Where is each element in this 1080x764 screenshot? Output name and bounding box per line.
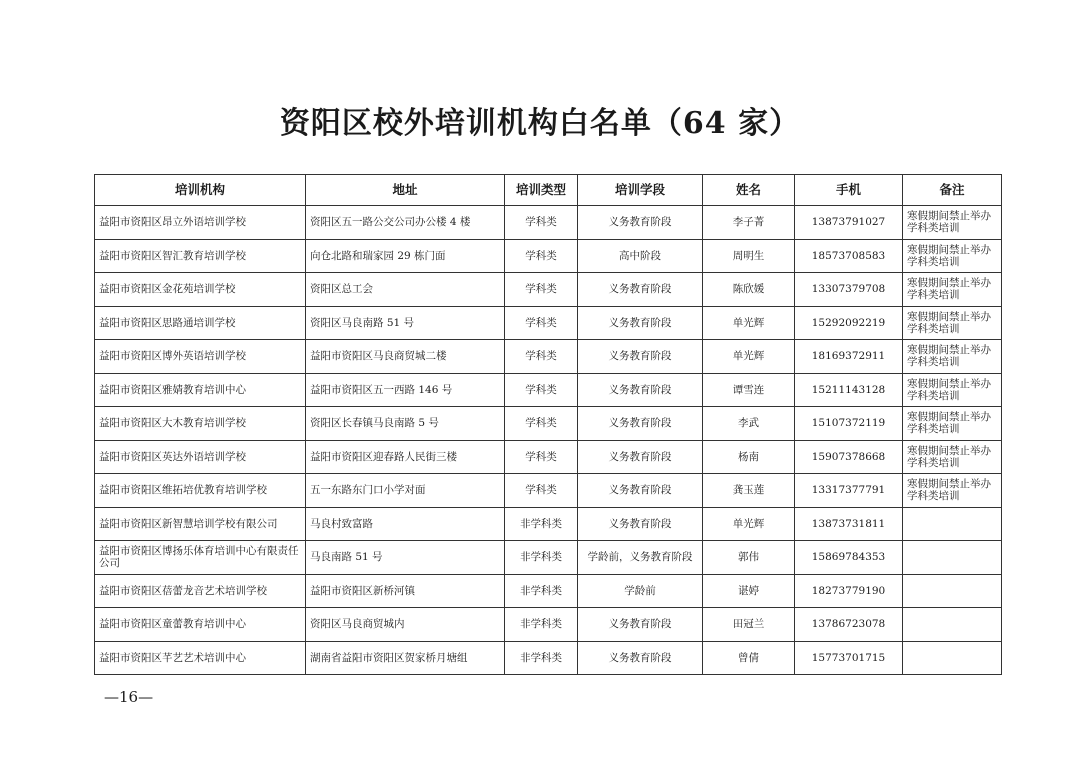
contact-name-cell: 单光辉 xyxy=(703,306,795,340)
type-cell: 学科类 xyxy=(505,373,578,407)
type-cell: 学科类 xyxy=(505,474,578,508)
contact-name-cell: 谌婷 xyxy=(703,574,795,608)
note-cell: 寒假期间禁止举办学科类培训 xyxy=(903,407,1002,441)
phone-cell: 13873731811 xyxy=(795,507,903,541)
table-row xyxy=(95,507,1002,541)
stage-cell: 义务教育阶段 xyxy=(578,608,703,642)
org-cell: 益阳市资阳区芊艺艺术培训中心 xyxy=(95,641,306,675)
table-header-row xyxy=(95,175,1002,206)
stage-cell: 学龄前 xyxy=(578,574,703,608)
phone-cell: 13786723078 xyxy=(795,608,903,642)
address-cell: 益阳市资阳区马良商贸城二楼 xyxy=(306,340,505,374)
type-cell: 非学科类 xyxy=(505,608,578,642)
org-cell: 益阳市资阳区智汇教育培训学校 xyxy=(95,239,306,273)
note-cell xyxy=(903,608,1002,642)
phone-cell: 15292092219 xyxy=(795,306,903,340)
phone-cell: 18273779190 xyxy=(795,574,903,608)
phone-cell: 18573708583 xyxy=(795,239,903,273)
contact-name-cell: 杨南 xyxy=(703,440,795,474)
org-cell: 益阳市资阳区博外英语培训学校 xyxy=(95,340,306,374)
type-cell: 非学科类 xyxy=(505,574,578,608)
type-cell: 非学科类 xyxy=(505,541,578,575)
table-row xyxy=(95,474,1002,508)
type-cell: 学科类 xyxy=(505,273,578,307)
stage-cell: 义务教育阶段 xyxy=(578,340,703,374)
note-cell: 寒假期间禁止举办学科类培训 xyxy=(903,373,1002,407)
org-cell: 益阳市资阳区童蕾教育培训中心 xyxy=(95,608,306,642)
org-cell: 益阳市资阳区博扬乐体育培训中心有限责任公司 xyxy=(95,541,306,575)
note-cell xyxy=(903,574,1002,608)
address-cell: 资阳区总工会 xyxy=(306,273,505,307)
note-cell: 寒假期间禁止举办学科类培训 xyxy=(903,474,1002,508)
address-cell: 资阳区马良商贸城内 xyxy=(306,608,505,642)
stage-cell: 义务教育阶段 xyxy=(578,373,703,407)
stage-cell: 义务教育阶段 xyxy=(578,273,703,307)
phone-cell: 18169372911 xyxy=(795,340,903,374)
type-cell: 学科类 xyxy=(505,306,578,340)
contact-name-cell: 单光辉 xyxy=(703,507,795,541)
type-cell: 非学科类 xyxy=(505,507,578,541)
stage-cell: 义务教育阶段 xyxy=(578,641,703,675)
contact-name-cell: 郭伟 xyxy=(703,541,795,575)
note-cell xyxy=(903,507,1002,541)
page-number: —16— xyxy=(104,688,154,706)
table-row xyxy=(95,641,1002,675)
note-cell: 寒假期间禁止举办学科类培训 xyxy=(903,239,1002,273)
header-note: 备注 xyxy=(903,175,1002,206)
stage-cell: 义务教育阶段 xyxy=(578,440,703,474)
note-cell: 寒假期间禁止举办学科类培训 xyxy=(903,306,1002,340)
address-cell: 向仓北路和瑞家园 29 栋门面 xyxy=(306,239,505,273)
table-row xyxy=(95,306,1002,340)
phone-cell: 13307379708 xyxy=(795,273,903,307)
table-row xyxy=(95,239,1002,273)
table-row xyxy=(95,541,1002,575)
contact-name-cell: 周明生 xyxy=(703,239,795,273)
type-cell: 学科类 xyxy=(505,440,578,474)
header-address: 地址 xyxy=(306,175,505,206)
address-cell: 五一东路东门口小学对面 xyxy=(306,474,505,508)
phone-cell: 15107372119 xyxy=(795,407,903,441)
type-cell: 非学科类 xyxy=(505,641,578,675)
stage-cell: 义务教育阶段 xyxy=(578,206,703,240)
phone-cell: 15211143128 xyxy=(795,373,903,407)
org-cell: 益阳市资阳区昂立外语培训学校 xyxy=(95,206,306,240)
address-cell: 资阳区长春镇马良南路 5 号 xyxy=(306,407,505,441)
contact-name-cell: 李子菁 xyxy=(703,206,795,240)
address-cell: 资阳区五一路公交公司办公楼 4 楼 xyxy=(306,206,505,240)
header-org: 培训机构 xyxy=(95,175,306,206)
address-cell: 湖南省益阳市资阳区贺家桥月塘组 xyxy=(306,641,505,675)
table-row xyxy=(95,206,1002,240)
contact-name-cell: 陈欣媛 xyxy=(703,273,795,307)
address-cell: 益阳市资阳区迎春路人民街三楼 xyxy=(306,440,505,474)
note-cell xyxy=(903,541,1002,575)
note-cell: 寒假期间禁止举办学科类培训 xyxy=(903,273,1002,307)
type-cell: 学科类 xyxy=(505,239,578,273)
stage-cell: 义务教育阶段 xyxy=(578,306,703,340)
table-row xyxy=(95,440,1002,474)
note-cell: 寒假期间禁止举办学科类培训 xyxy=(903,440,1002,474)
phone-cell: 13873791027 xyxy=(795,206,903,240)
org-cell: 益阳市资阳区金花苑培训学校 xyxy=(95,273,306,307)
table-row xyxy=(95,574,1002,608)
phone-cell: 15869784353 xyxy=(795,541,903,575)
stage-cell: 高中阶段 xyxy=(578,239,703,273)
header-stage: 培训学段 xyxy=(578,175,703,206)
org-cell: 益阳市资阳区英达外语培训学校 xyxy=(95,440,306,474)
header-phone: 手机 xyxy=(795,175,903,206)
note-cell: 寒假期间禁止举办学科类培训 xyxy=(903,206,1002,240)
table-row xyxy=(95,407,1002,441)
note-cell xyxy=(903,641,1002,675)
stage-cell: 义务教育阶段 xyxy=(578,474,703,508)
address-cell: 益阳市资阳区新桥河镇 xyxy=(306,574,505,608)
address-cell: 马良南路 51 号 xyxy=(306,541,505,575)
org-cell: 益阳市资阳区蓓蕾龙音艺术培训学校 xyxy=(95,574,306,608)
stage-cell: 义务教育阶段 xyxy=(578,407,703,441)
type-cell: 学科类 xyxy=(505,340,578,374)
phone-cell: 15907378668 xyxy=(795,440,903,474)
org-cell: 益阳市资阳区大木教育培训学校 xyxy=(95,407,306,441)
org-cell: 益阳市资阳区维拓培优教育培训学校 xyxy=(95,474,306,508)
stage-cell: 学龄前，义务教育阶段 xyxy=(578,541,703,575)
header-name: 姓名 xyxy=(703,175,795,206)
whitelist-table xyxy=(94,174,1002,675)
contact-name-cell: 龚玉莲 xyxy=(703,474,795,508)
page-title: 资阳区校外培训机构白名单（64 家） xyxy=(279,106,801,141)
contact-name-cell: 单光辉 xyxy=(703,340,795,374)
phone-cell: 15773701715 xyxy=(795,641,903,675)
org-cell: 益阳市资阳区新智慧培训学校有限公司 xyxy=(95,507,306,541)
header-type: 培训类型 xyxy=(505,175,578,206)
address-cell: 益阳市资阳区五一西路 146 号 xyxy=(306,373,505,407)
address-cell: 马良村致富路 xyxy=(306,507,505,541)
address-cell: 资阳区马良南路 51 号 xyxy=(306,306,505,340)
contact-name-cell: 李武 xyxy=(703,407,795,441)
table-row xyxy=(95,340,1002,374)
org-cell: 益阳市资阳区思路通培训学校 xyxy=(95,306,306,340)
phone-cell: 13317377791 xyxy=(795,474,903,508)
contact-name-cell: 谭雪连 xyxy=(703,373,795,407)
type-cell: 学科类 xyxy=(505,407,578,441)
type-cell: 学科类 xyxy=(505,206,578,240)
note-cell: 寒假期间禁止举办学科类培训 xyxy=(903,340,1002,374)
org-cell: 益阳市资阳区雅婧教育培训中心 xyxy=(95,373,306,407)
table-row xyxy=(95,608,1002,642)
contact-name-cell: 田冠兰 xyxy=(703,608,795,642)
table-row xyxy=(95,273,1002,307)
table-row xyxy=(95,373,1002,407)
contact-name-cell: 曾倩 xyxy=(703,641,795,675)
stage-cell: 义务教育阶段 xyxy=(578,507,703,541)
